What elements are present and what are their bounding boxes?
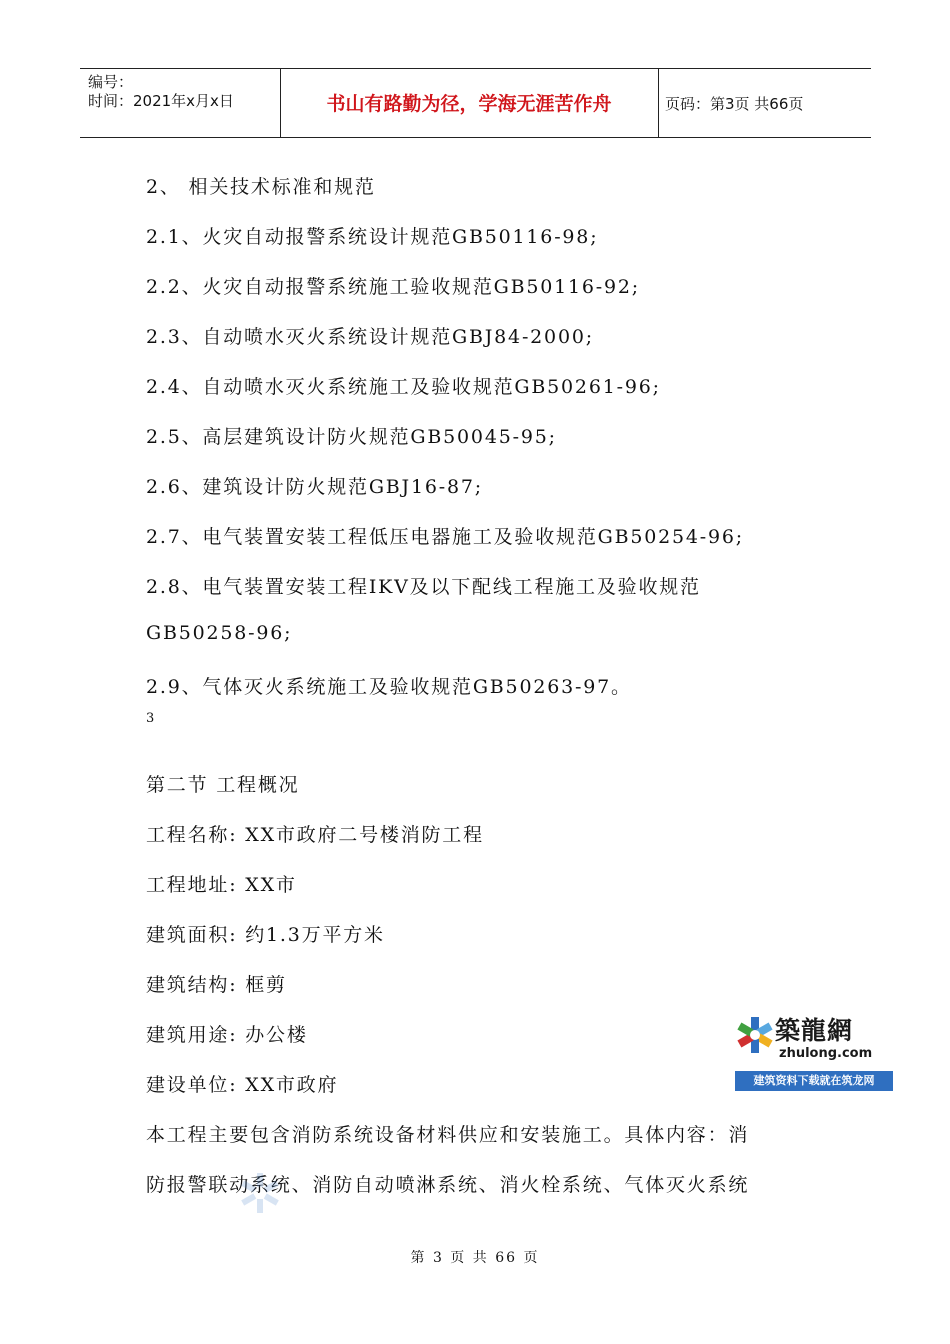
header-left-cell [88, 73, 234, 111]
project-info-row: 工程地址: XX市 [146, 874, 297, 896]
standard-item: 2.9、气体灭火系统施工及验收规范GB50263-97。 [146, 676, 632, 698]
header-divider [658, 69, 659, 137]
subsection-heading: 第二节 工程概况 [146, 774, 300, 796]
snowflake-icon [735, 1005, 775, 1067]
zhulong-logo [735, 1005, 893, 1091]
standard-item: 2.2、火灾自动报警系统施工验收规范GB50116-92; [146, 276, 640, 298]
motto: 书山有路勤为径，学海无涯苦作舟 [326, 93, 612, 115]
section-heading: 2、 相关技术标准和规范 [146, 176, 376, 198]
page-header [80, 68, 871, 138]
project-info-row: 工程名称: XX市政府二号楼消防工程 [146, 824, 484, 846]
page-label: 页码：第3页 共66页 [665, 95, 804, 113]
project-info-row: 建筑面积: 约1.3万平方米 [146, 924, 385, 946]
project-info-row: 建筑用途: 办公楼 [146, 1024, 308, 1046]
project-info-row: 建设单位: XX市政府 [146, 1074, 339, 1096]
standard-item: 2.5、高层建筑设计防火规范GB50045-95; [146, 426, 557, 448]
standard-item: 2.4、自动喷水灭火系统施工及验收规范GB50261-96; [146, 376, 661, 398]
standard-item-continued: GB50258-96; [146, 622, 293, 644]
logo-brand: 築龍網 [775, 1016, 854, 1045]
number-label: 编号： [88, 73, 134, 91]
standard-item: 2.1、火灾自动报警系统设计规范GB50116-98; [146, 226, 599, 248]
page-footer: 第 3 页 共 66 页 [410, 1250, 540, 1266]
standard-item: 2.3、自动喷水灭火系统设计规范GBJ84-2000; [146, 326, 594, 348]
standard-item: 2.8、电气装置安装工程IKV及以下配线工程施工及验收规范 [146, 576, 701, 598]
standard-item: 2.6、建筑设计防火规范GBJ16-87; [146, 476, 483, 498]
watermark-icon [230, 1170, 290, 1216]
page-marker: 3 [146, 711, 155, 726]
standard-item: 2.7、电气装置安装工程低压电器施工及验收规范GB50254-96; [146, 526, 744, 548]
logo-tagline: 建筑资料下载就在筑龙网 [735, 1071, 893, 1091]
date-label: 时间：2021年x月x日 [88, 92, 234, 110]
scope-paragraph-line: 本工程主要包含消防系统设备材料供应和安装施工。具体内容：消 [146, 1124, 750, 1146]
project-info-row: 建筑结构: 框剪 [146, 974, 287, 996]
scope-paragraph-line: 防报警联动系统、消防自动喷淋系统、消火栓系统、气体灭火系统 [146, 1174, 750, 1196]
logo-url: zhulong.com [779, 1046, 873, 1061]
